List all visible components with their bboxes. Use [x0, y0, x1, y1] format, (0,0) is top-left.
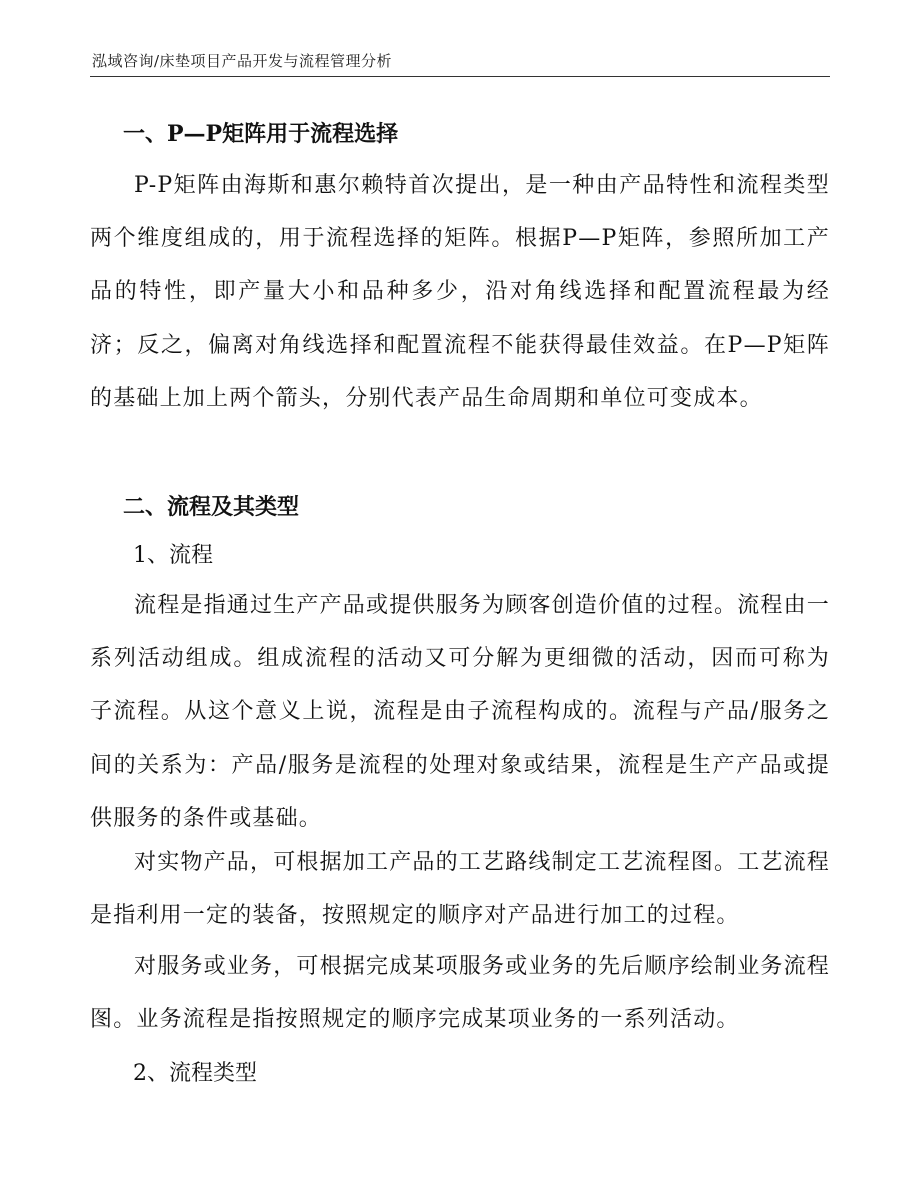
subsection-1-paragraph-3: 对服务或业务，可根据完成某项服务或业务的先后顺序绘制业务流程图。业务流程是指按照规定的顺序完成某项业务的一系列活动。: [90, 954, 831, 1033]
subsection-heading-2: 2、流程类型: [133, 1061, 257, 1086]
subsection-heading-1: 1、流程: [133, 543, 213, 568]
subsection-1-paragraph-2: 对实物产品，可根据加工产品的工艺路线制定工艺流程图。工艺流程是指利用一定的装备，按照规定的顺序对产品进行加工的过程。: [90, 850, 831, 929]
header-divider: [90, 76, 830, 77]
running-header: 泓域咨询/床垫项目产品开发与流程管理分析: [92, 52, 393, 70]
subsection-1-paragraph-1: 流程是指通过生产产品或提供服务为顾客创造价值的过程。流程由一系列活动组成。组成流程的活动又可分解为更细微的活动，因而可称为子流程。从这个意义上说，流程是由子流程构成的。流程与产品/服务之间的关系为：产品/服务是流程的处理对象或结果，流程是生产产品或提供服务的条件或基础。: [90, 593, 831, 831]
section-1-paragraph-1: P-P矩阵由海斯和惠尔赖特首次提出，是一种由产品特性和流程类型两个维度组成的，用于流程选择的矩阵。根据P—P矩阵，参照所加工产品的特性，即产量大小和品种多少，沿对角线选择和配置流程最为经济；反之，偏离对角线选择和配置流程不能获得最佳效益。在P—P矩阵的基础上加上两个箭头，分别代表产品生命周期和单位可变成本。: [90, 173, 830, 411]
section-heading-2: 二、流程及其类型: [123, 494, 300, 520]
section-heading-1: 一、P—P矩阵用于流程选择: [123, 121, 399, 147]
